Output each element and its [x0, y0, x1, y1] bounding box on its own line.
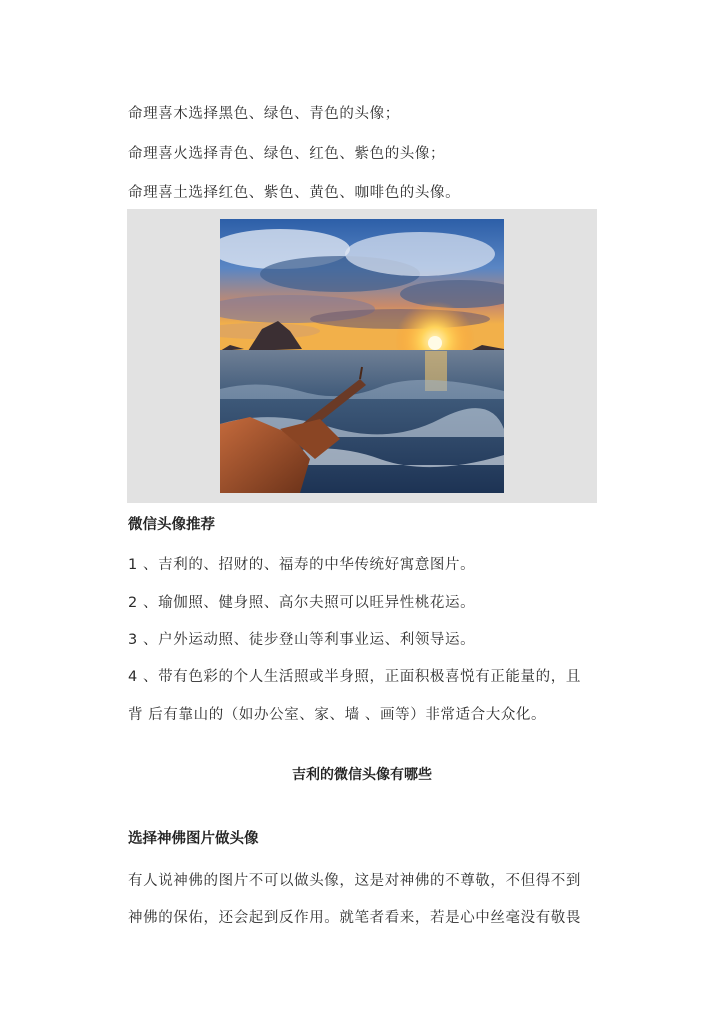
section-heading-recommend: 微信头像推荐 — [128, 517, 215, 533]
center-heading: 吉利的微信头像有哪些 — [292, 767, 432, 783]
text-line-earth: 命理喜土选择红色、紫色、黄色、咖啡色的头像。 — [128, 185, 461, 201]
list-item-continuation: 背 后有靠山的（如办公室、家、墙 、画等）非常适合大众化。 — [128, 707, 547, 723]
list-item: 4 、带有色彩的个人生活照或半身照，正面积极喜悦有正能量的，且 — [128, 669, 581, 685]
body-line: 有人说神佛的图片不可以做头像，这是对神佛的不尊敬，不但得不到 — [128, 873, 581, 889]
list-item: 1 、吉利的、招财的、福寿的中华传统好寓意图片。 — [128, 557, 476, 573]
text-line-fire: 命理喜火选择青色、绿色、红色、紫色的头像； — [128, 146, 446, 162]
text-line-wood: 命理喜木选择黑色、绿色、青色的头像； — [128, 106, 400, 122]
body-line: 神佛的保佑，还会起到反作用。就笔者看来，若是心中丝毫没有敬畏 — [128, 910, 581, 926]
list-item: 2 、瑜伽照、健身照、高尔夫照可以旺异性桃花运。 — [128, 595, 476, 611]
section-heading-deity: 选择神佛图片做头像 — [128, 831, 259, 847]
image-frame — [127, 209, 597, 503]
list-item: 3 、户外运动照、徒步登山等利事业运、利领导运。 — [128, 632, 476, 648]
sunset-sea-photo — [220, 219, 504, 493]
